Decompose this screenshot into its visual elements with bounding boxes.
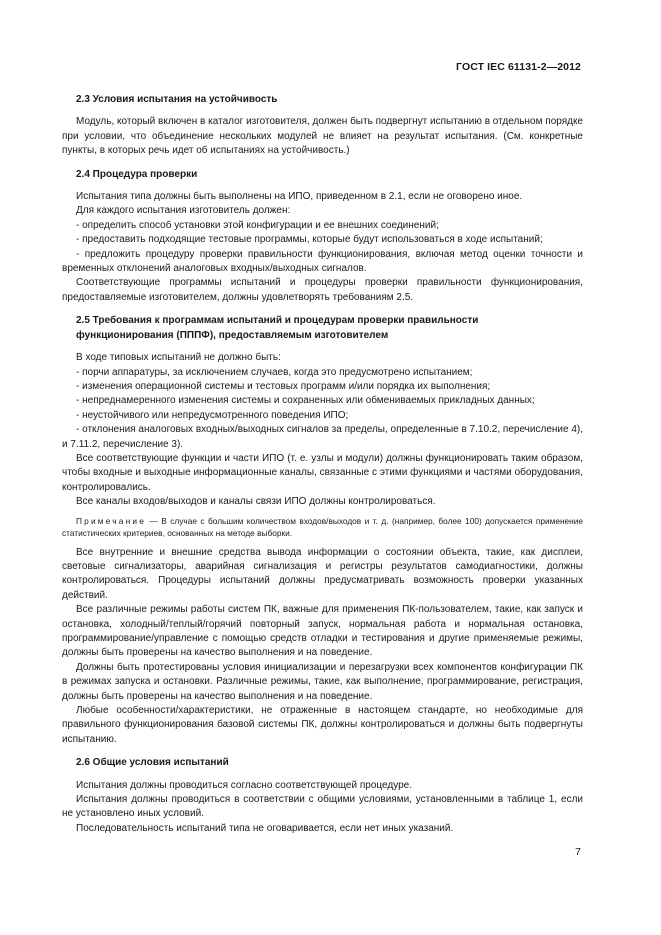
section-2-4-paragraph: Соответствующие программы испытаний и процедуры проверки правильности функционирования, предоставляемые изготовителем, должны удовлетворять требованиям 2.5. <box>62 277 583 303</box>
section-2-5-heading-cont: функционирования (ПППФ), предоставляемым изготовителем <box>76 329 389 341</box>
list-item: - определить способ установки этой конфигурации и ее внешних соединений; <box>76 219 439 231</box>
section-2-5-paragraph: Все соответствующие функции и части ИПО (т. е. узлы и модули) должны функционировать таким образом, чтобы входные и выходные информационные каналы, связанные с этими функциями и частями оборудования, контролировались. <box>62 452 583 493</box>
list-item: - отклонения аналоговых входных/выходных сигналов за пределы, определенные в 7.10.2, перечисление 4), и 7.11.2, перечисление 3). <box>62 424 583 450</box>
section-2-4-paragraph: Испытания типа должны быть выполнены на ИПО, приведенном в 2.1, если не оговорено иное. <box>76 191 523 203</box>
note-text: — В случае с большим количеством входов/выходов и т. д. (например, более 100) допускается применение статистических критериев, основанных на методе выборки. <box>62 515 583 538</box>
section-2-3-paragraph: Модуль, который включен в каталог изготовителя, должен быть подвергнут испытанию в отдельном порядке при условии, что объединение нескольких модулей не влияет на результат испытания. (См. конкретные пункты, в которых речь идет об испытаниях на устойчивость.) <box>62 116 583 157</box>
section-2-6-heading: 2.6 Общие условия испытаний <box>76 757 229 769</box>
page-number: 7 <box>575 846 581 858</box>
list-item: - непреднамеренного изменения системы и сохраненных или обмениваемых прикладных данных; <box>76 395 535 407</box>
section-2-6-paragraph: Последовательность испытаний типа не оговаривается, если нет иных указаний. <box>76 822 454 834</box>
note-label: Примечание <box>76 515 147 526</box>
list-item: - неустойчивого или непредусмотренного поведения ИПО; <box>76 409 349 421</box>
section-2-6-paragraph: Испытания должны проводиться согласно соответствующей процедуре. <box>76 779 412 791</box>
section-2-5-heading: 2.5 Требования к программам испытаний и процедурам проверки правильности <box>76 315 479 327</box>
section-2-5-paragraph: Все различные режимы работы систем ПК, важные для применения ПК-пользователем, такие, как запуск и остановка, холодный/теплый/горячий повторный запуск, нормальная работа и нормальная остановка, программирование/управление с помощью средств отладки и тестирования и другие применяемые режимы, должны быть проверены на качество выполнения и на поведение. <box>62 604 583 659</box>
list-item: - предоставить подходящие тестовые программы, которые будут использоваться в ходе испытаний; <box>76 234 543 246</box>
section-2-5-paragraph: Должны быть протестированы условия инициализации и перезагрузки всех компонентов конфигурации ПК в режимах запуска и остановки. Различные режимы, такие, как выполнение, программирование, регистрация, должны быть проверены на качество выполнения и на поведение. <box>62 661 583 702</box>
section-2-3-heading: 2.3 Условия испытания на устойчивость <box>76 94 278 105</box>
section-2-6-paragraph: Испытания должны проводиться в соответствии с общими условиями, установленными в таблице 1, если не установлено иных условий. <box>62 794 583 820</box>
list-item: - порчи аппаратуры, за исключением случаев, когда это предусмотрено испытанием; <box>76 366 473 378</box>
note <box>62 515 583 539</box>
list-item: - предложить процедуру проверки правильности функционирования, включая метод оценки точности и временных отклонений аналоговых входных/выходных сигналов. <box>62 248 583 275</box>
section-2-5-paragraph: Все внутренние и внешние средства вывода информации о состоянии объекта, такие, как дисплеи, световые сигнализаторы, аварийная сигнализация и регистры результатов самодиагностики, должны контролироваться. Процедуры испытаний должны предусматривать возможность проверки указанных действий. <box>62 546 583 601</box>
section-2-5-paragraph: Любые особенности/характеристики, не отраженные в настоящем стандарте, но необходимые для правильного функционирования базовой системы ПК, должны контролироваться и должны быть подвергнуты испытанию. <box>62 705 583 745</box>
section-2-5-paragraph: В ходе типовых испытаний не должно быть: <box>76 352 281 364</box>
section-2-4-paragraph: Для каждого испытания изготовитель должен: <box>76 205 291 217</box>
page-content <box>62 93 583 836</box>
document-id-header: ГОСТ IEC 61131-2—2012 <box>456 61 581 73</box>
section-2-4-heading: 2.4 Процедура проверки <box>76 168 198 180</box>
section-2-5-paragraph: Все каналы входов/выходов и каналы связи ИПО должны контролироваться. <box>76 496 436 508</box>
list-item: - изменения операционной системы и тестовых программ и/или порядка их выполнения; <box>76 380 491 392</box>
